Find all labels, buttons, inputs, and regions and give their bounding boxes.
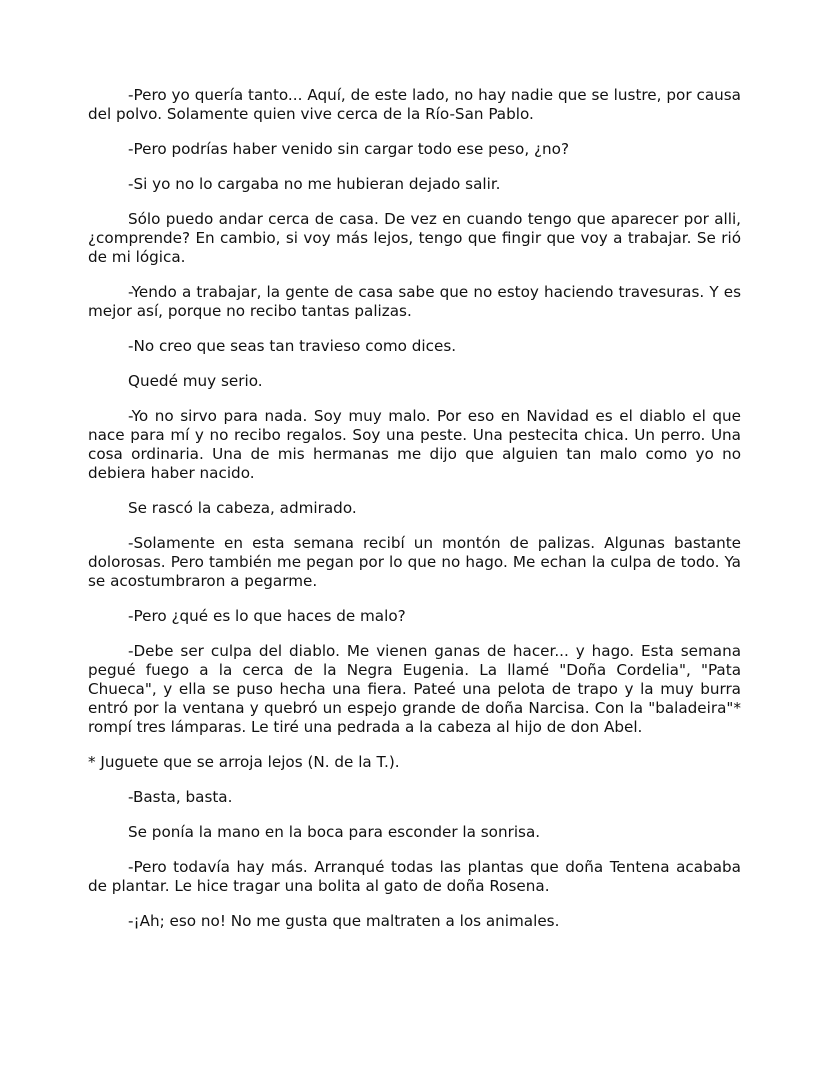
paragraph: Sólo puedo andar cerca de casa. De vez en cuando tengo que aparecer por alli, ¿comprende? En cambio, si voy más lejos, tengo que fingir que voy a trabajar. Se rió de mi lógica. bbox=[88, 210, 741, 266]
footnote: * Juguete que se arroja lejos (N. de la T.). bbox=[88, 753, 400, 771]
paragraph: -Pero yo quería tanto... Aquí, de este lado, no hay nadie que se lustre, por causa del polvo. Solamente quien vive cerca de la Río-San Pablo. bbox=[88, 86, 741, 123]
paragraph: -Yendo a trabajar, la gente de casa sabe que no estoy haciendo travesuras. Y es mejor así, porque no recibo tantas palizas. bbox=[88, 283, 741, 320]
paragraph: Quedé muy serio. bbox=[128, 372, 263, 390]
paragraph: -Pero ¿qué es lo que haces de malo? bbox=[128, 607, 406, 625]
paragraph: -Pero podrías haber venido sin cargar todo ese peso, ¿no? bbox=[128, 140, 570, 158]
paragraph: -Basta, basta. bbox=[128, 788, 233, 806]
paragraph: -¡Ah; eso no! No me gusta que maltraten a los animales. bbox=[128, 912, 560, 930]
paragraph: -Yo no sirvo para nada. Soy muy malo. Por eso en Navidad es el diablo el que nace para mí y no recibo regalos. Soy una peste. Una pestecita chica. Un perro. Una cosa ordinaria. Una de mis hermanas me dijo que alguien tan malo como yo no debiera haber nacido. bbox=[88, 407, 741, 482]
paragraph: -No creo que seas tan travieso como dices. bbox=[128, 337, 457, 355]
paragraph: -Pero todavía hay más. Arranqué todas las plantas que doña Tentena acababa de plantar. Le hice tragar una bolita al gato de doña Rosena. bbox=[88, 858, 741, 895]
paragraph: -Si yo no lo cargaba no me hubieran dejado salir. bbox=[128, 175, 501, 193]
paragraph: -Debe ser culpa del diablo. Me vienen ganas de hacer... y hago. Esta semana pegué fuego a la cerca de la Negra Eugenia. La llamé "Doña Cordelia", "Pata Chueca", y ella se puso hecha una fiera. Pateé una pelota de trapo y la muy burra entró por la ventana y quebró un espejo grande de doña Narcisa. Con la "baladeira"* rompí tres lámparas. Le tiré una pedrada a la cabeza al hijo de don Abel. bbox=[88, 642, 741, 736]
paragraph: Se ponía la mano en la boca para esconder la sonrisa. bbox=[128, 823, 541, 841]
document-page bbox=[88, 86, 741, 947]
paragraph: -Solamente en esta semana recibí un montón de palizas. Algunas bastante dolorosas. Pero también me pegan por lo que no hago. Me echan la culpa de todo. Ya se acostumbraron a pegarme. bbox=[88, 534, 741, 590]
paragraph: Se rascó la cabeza, admirado. bbox=[128, 499, 357, 517]
